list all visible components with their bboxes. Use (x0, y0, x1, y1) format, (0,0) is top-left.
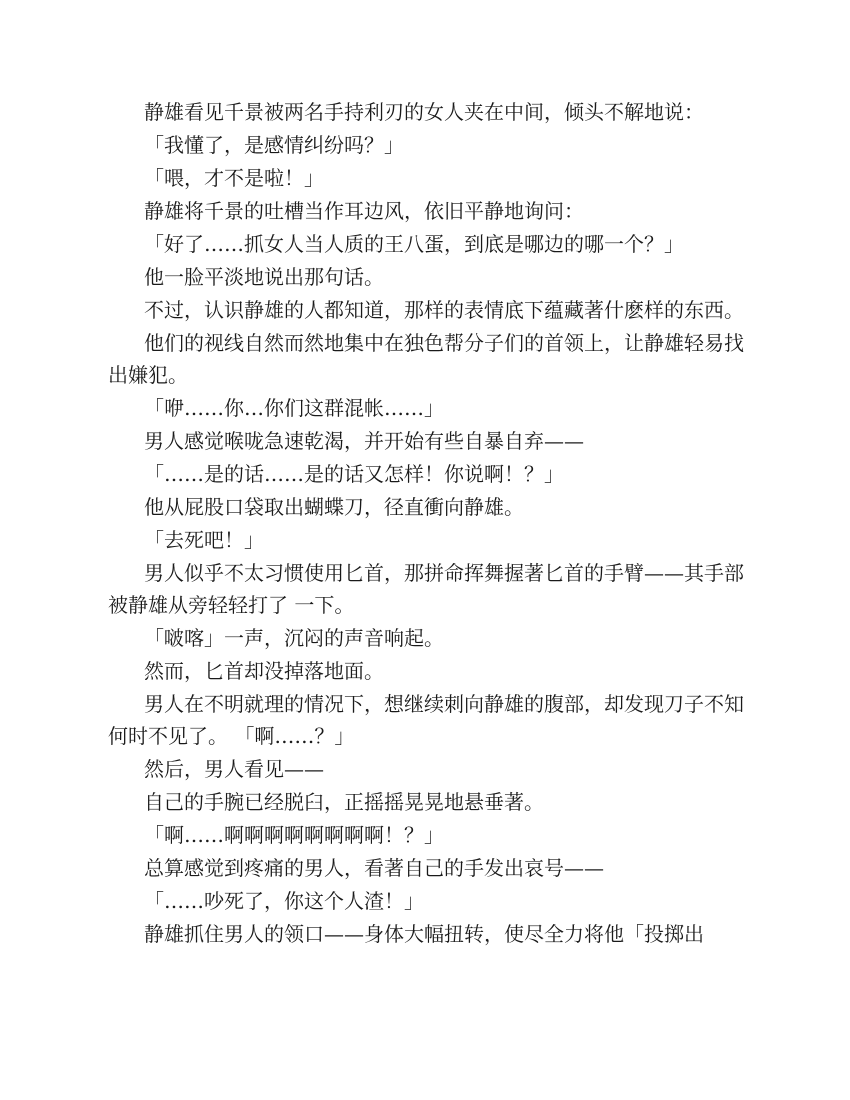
paragraph: 「去死吧！」 (144, 528, 264, 552)
paragraph: 「咿……你…你们这群混帐……」 (144, 396, 444, 420)
paragraph: 「啵喀」一声，沉闷的声音响起。 (144, 626, 444, 650)
paragraph: 男人在不明就理的情况下，想继续刺向静雄的腹部，却发现刀子不知何时不见了。 「啊……？」 (108, 692, 744, 748)
paragraph: 「啊……啊啊啊啊啊啊啊啊！？」 (144, 823, 444, 847)
document-body (108, 96, 748, 951)
paragraph: 「我懂了，是感情纠纷吗？」 (144, 133, 404, 157)
paragraph: 男人感觉喉咙急速乾渴，并开始有些自暴自弃—— (144, 429, 584, 453)
paragraph: 他们的视线自然而然地集中在独色帮分子们的首领上，让静雄轻易找出嫌犯。 (108, 331, 744, 387)
paragraph: 静雄将千景的吐槽当作耳边风，依旧平静地询问： (144, 199, 584, 223)
paragraph: 然而，匕首却没掉落地面。 (144, 659, 384, 683)
paragraph: 静雄看见千景被两名手持利刃的女人夹在中间，倾头不解地说： (144, 100, 704, 124)
paragraph: 「……吵死了，你这个人渣！」 (144, 889, 424, 913)
paragraph: 不过，认识静雄的人都知道，那样的表情底下蕴藏著什麽样的东西。 (144, 298, 744, 322)
paragraph: 他一脸平淡地说出那句话。 (144, 265, 384, 289)
paragraph: 「……是的话……是的话又怎样！你说啊！？」 (144, 462, 564, 486)
paragraph: 「好了……抓女人当人质的王八蛋，到底是哪边的哪一个？」 (144, 232, 684, 256)
paragraph: 自己的手腕已经脱臼，正摇摇晃晃地悬垂著。 (144, 790, 544, 814)
paragraph: 男人似乎不太习惯使用匕首，那拼命挥舞握著匕首的手臂——其手部被静雄从旁轻轻打了 一下。 (108, 561, 744, 617)
paragraph: 总算感觉到疼痛的男人，看著自己的手发出哀号—— (144, 856, 604, 880)
paragraph: 他从屁股口袋取出蝴蝶刀，径直衝向静雄。 (144, 495, 524, 519)
paragraph: 然后，男人看见—— (144, 757, 324, 781)
paragraph: 「喂，才不是啦！」 (144, 166, 324, 190)
paragraph: 静雄抓住男人的领口——身体大幅扭转，使尽全力将他「投掷出 (144, 922, 704, 946)
